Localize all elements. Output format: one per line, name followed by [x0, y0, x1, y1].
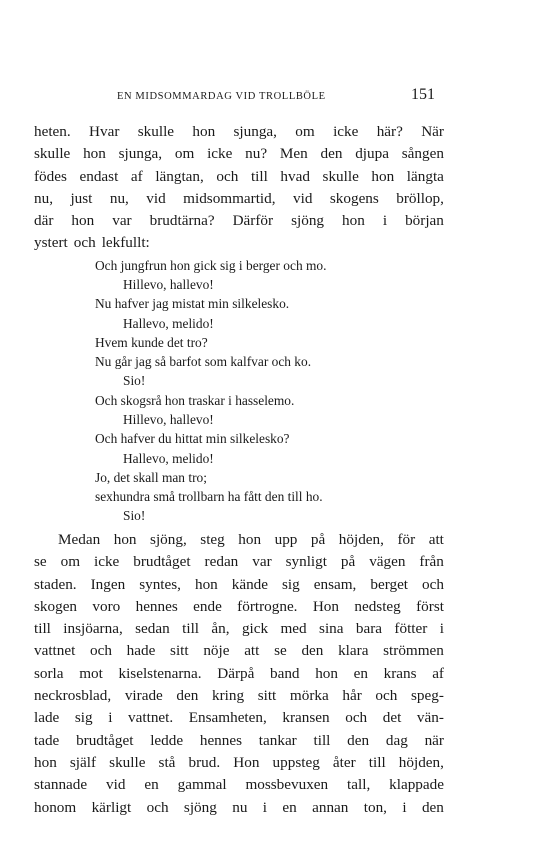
- verse-stanza-1: [95, 256, 415, 390]
- text-line: Medan hon sjöng, steg hon upp på höjden, för att: [58, 531, 444, 548]
- text-line: lade sig i vattnet. Ensamheten, kransen och det vän-: [34, 709, 444, 727]
- verse-line: Sio!: [123, 508, 146, 524]
- text-line: honom kärligt och sjöng nu i en annan ton, i den: [34, 798, 444, 816]
- paragraph-2: [34, 529, 444, 819]
- running-title: EN MIDSOMMARDAG VID TROLLBÖLE: [117, 91, 326, 102]
- verse-line: Hillevo, hallevo!: [123, 277, 214, 293]
- text-line: födes endast af längtan, och till hvad skulle hon längta: [34, 167, 444, 185]
- text-line: staden. Ingen syntes, hon kände sig ensam, berget och: [34, 575, 444, 593]
- text-line: nu, just nu, vid midsommartid, vid skogens bröllop,: [34, 189, 444, 207]
- text-line: sorla mot kiselstenarna. Därpå band hon en krans af: [34, 664, 444, 682]
- text-line: se om icke brudtåget redan var synligt på vägen från: [34, 553, 444, 571]
- verse-line: Hallevo, melido!: [123, 450, 214, 466]
- page-header: [117, 86, 435, 108]
- text-line: till insjöarna, sedan till ån, gick med sina bara fötter i: [34, 620, 444, 638]
- verse-line: Och skogsrå hon traskar i hasselemo.: [95, 393, 295, 408]
- verse-line: Nu hafver jag mistat min silkelesko.: [95, 296, 290, 312]
- text-line: vattnet och hade sitt nöje att se den klara strömmen: [34, 642, 444, 660]
- text-line: skogen voro hennes ende förtrogne. Hon nedsteg först: [34, 597, 444, 615]
- text-line: stannade vid en gammal mossbevuxen tall, klappade: [34, 776, 444, 794]
- text-line: skulle hon sjunga, om icke nu? Men den djupa sången: [34, 145, 444, 163]
- verse-line: Nu går jag så barfot som kalfvar och ko.: [95, 353, 312, 369]
- verse-line: Hallevo, melido!: [123, 315, 214, 331]
- verse-stanza-2: [95, 391, 415, 525]
- page-number: 151: [411, 86, 435, 103]
- verse-line: Hvem kunde det tro?: [95, 334, 208, 350]
- verse-line: sexhundra små trollbarn ha fått den till ho.: [95, 488, 323, 504]
- text-line: heten. Hvar skulle hon sjunga, om icke här? När: [34, 123, 444, 140]
- text-line: ystert och lekfullt:: [34, 234, 150, 252]
- text-line: neckrosblad, virade den kring sitt mörka hår och speg-: [34, 687, 444, 705]
- verse-line: Jo, det skall man tro;: [95, 469, 207, 485]
- text-line: där hon var brudtärna? Därför sjöng hon i början: [34, 212, 444, 230]
- text-line: hon själf skulle stå brud. Hon uppsteg åter till höjden,: [34, 753, 444, 771]
- verse-line: Hillevo, hallevo!: [123, 412, 214, 428]
- paragraph-1: [34, 121, 444, 255]
- text-line: tade brudtåget ledde hennes tankar till den dag när: [34, 731, 444, 749]
- verse-line: Och jungfrun hon gick sig i berger och mo.: [95, 258, 327, 273]
- verse-line: Sio!: [123, 373, 146, 389]
- verse-line: Och hafver du hittat min silkelesko?: [95, 431, 290, 447]
